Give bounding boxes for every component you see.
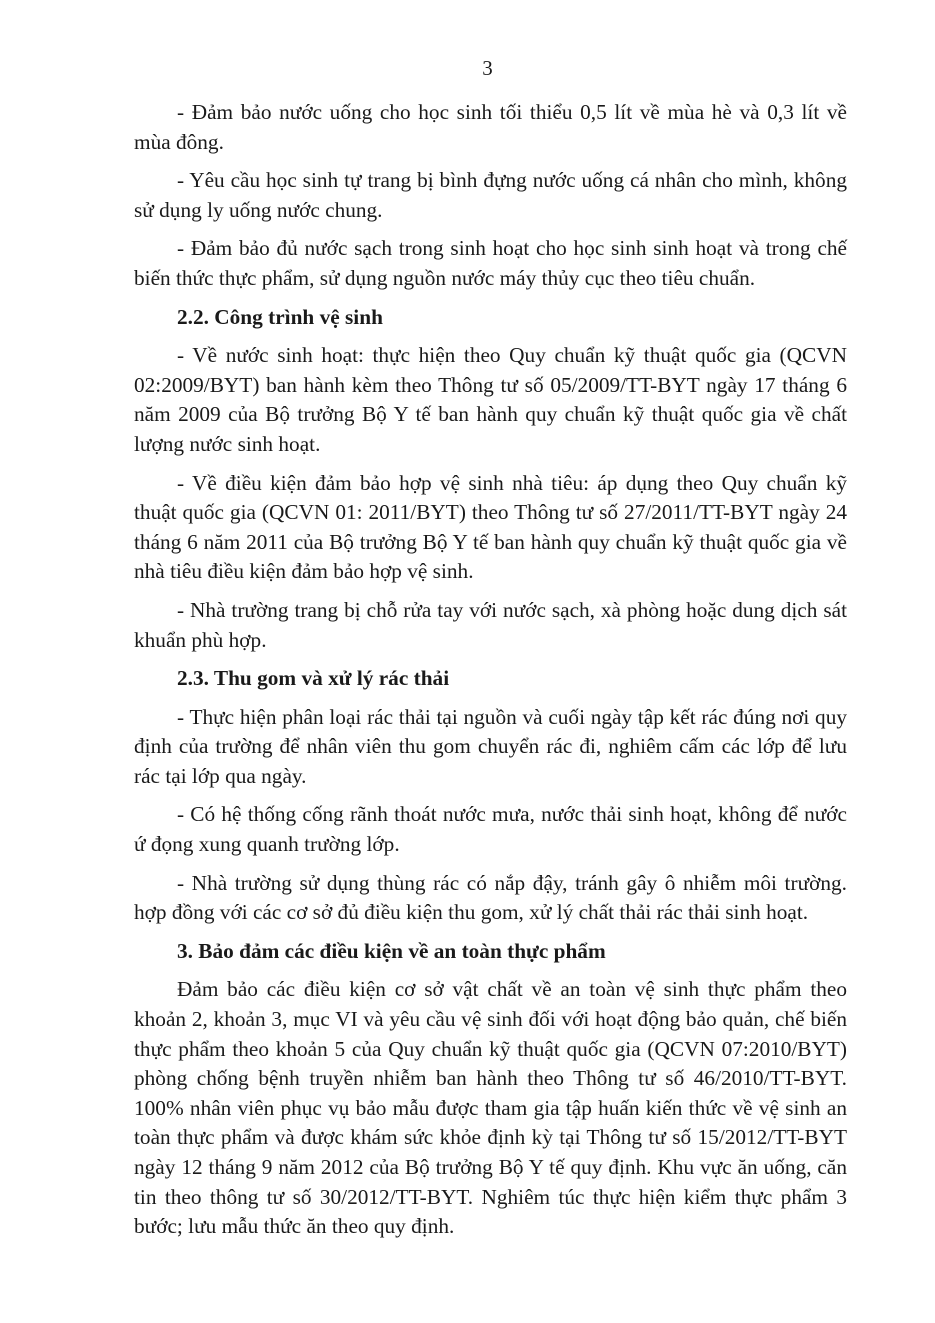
paragraph-toilet-conditions: - Về điều kiện đảm bảo hợp vệ sinh nhà tiêu: áp dụng theo Quy chuẩn kỹ thuật quốc gia (QCVN 01: 2011/BYT) theo Thông tư số 27/2011/TT-BYT ngày 24 tháng 6 năm 2011 của Bộ trưởng Bộ Y tế ban hành quy chuẩn kỹ thuật quốc gia về nhà tiêu điều kiện đảm bảo hợp vệ sinh. <box>134 470 847 584</box>
paragraph-drainage: - Có hệ thống cống rãnh thoát nước mưa, nước thải sinh hoạt, không để nước ứ đọng xung quanh trường lớp. <box>134 802 847 857</box>
paragraph-waste-sorting: - Thực hiện phân loại rác thải tại nguồn và cuối ngày tập kết rác đúng nơi quy định của trường để nhân viên thu gom chuyển rác đi, nghiêm cấm các lớp để lưu rác tại lớp qua ngày. <box>134 704 847 788</box>
paragraph-handwashing: - Nhà trường trang bị chỗ rửa tay với nước sạch, xà phòng hoặc dung dịch sát khuẩn phù hợp. <box>134 597 847 652</box>
section-heading-sanitation: 2.2. Công trình vệ sinh <box>177 304 383 329</box>
paragraph-drinking-water: - Đảm bảo nước uống cho học sinh tối thiểu 0,5 lít về mùa hè và 0,3 lít về mùa đông. <box>134 100 847 154</box>
paragraph-personal-bottle: - Yêu cầu học sinh tự trang bị bình đựng nước uống cá nhân cho mình, không sử dụng ly uống nước chung. <box>134 168 847 222</box>
paragraph-food-safety: Đảm bảo các điều kiện cơ sở vật chất về an toàn vệ sinh thực phẩm theo khoản 2, khoản 3, mục VI và yêu cầu vệ sinh đối với hoạt động bảo quản, chế biến thực phẩm theo khoản 5 của Quy chuẩn kỹ thuật quốc gia (QCVN 07:2010/BYT) phòng chống bệnh truyền nhiễm ban hành theo Thông tư số 46/2010/TT-BYT. 100% nhân viên phục vụ bảo mẫu được tham gia tập huấn kiến thức về vệ sinh an toàn thực phẩm và được khám sức khỏe định kỳ tại Thông tư số 15/2012/TT-BYT ngày 12 tháng 9 năm 2012 của Bộ trưởng Bộ Y tế quy định. Khu vực ăn uống, căn tin theo thông tư số 30/2012/TT-BYT. Nghiêm túc thực hiện kiểm thực phẩm 3 bước; lưu mẫu thức ăn theo quy định. <box>134 977 847 1239</box>
section-heading-waste: 2.3. Thu gom và xử lý rác thải <box>177 666 450 691</box>
page-number: 3 <box>482 56 493 80</box>
paragraph-domestic-water: - Về nước sinh hoạt: thực hiện theo Quy chuẩn kỹ thuật quốc gia (QCVN 02:2009/BYT) ban hành kèm theo Thông tư số 05/2009/TT-BYT ngày 17 tháng 6 năm 2009 của Bộ trưởng Bộ Y tế ban hành quy chuẩn kỹ thuật quốc gia về chất lượng nước sinh hoạt. <box>134 343 847 456</box>
document-body <box>134 98 847 1251</box>
paragraph-trash-bins: - Nhà trường sử dụng thùng rác có nắp đậy, tránh gây ô nhiễm môi trường. hợp đồng với các cơ sở đủ điều kiện thu gom, xử lý chất thải rác thải sinh hoạt. <box>134 870 847 925</box>
section-heading-food-safety: 3. Bảo đảm các điều kiện về an toàn thực phẩm <box>177 938 606 963</box>
paragraph-clean-water: - Đảm bảo đủ nước sạch trong sinh hoạt cho học sinh sinh hoạt và trong chế biến thức thực phẩm, sử dụng nguồn nước máy thủy cục theo tiêu chuẩn. <box>134 236 847 290</box>
